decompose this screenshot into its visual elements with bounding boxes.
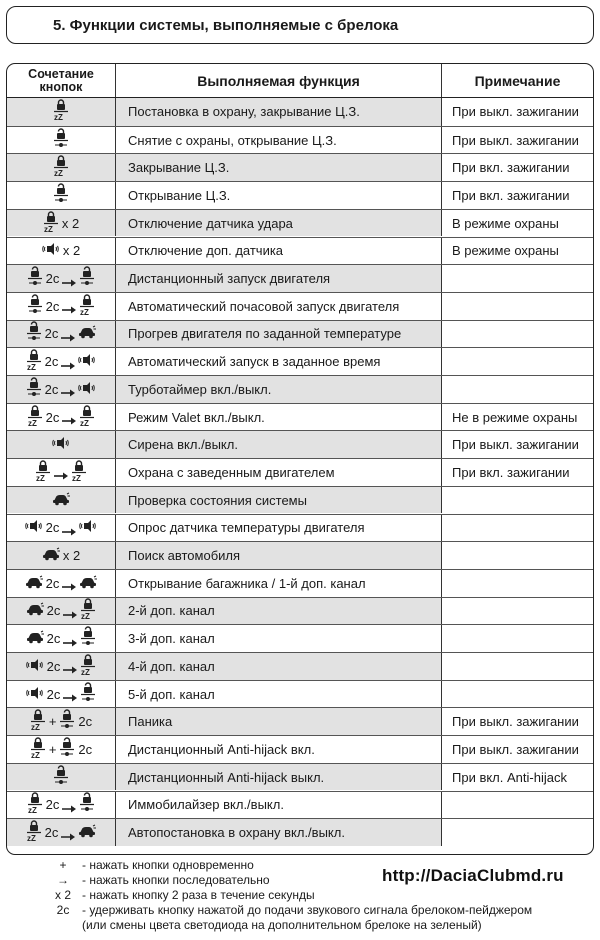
note-cell	[442, 293, 593, 320]
legend-symbol: +	[59, 858, 67, 872]
arrow-icon	[63, 690, 77, 698]
unlock-icon	[79, 266, 95, 291]
combo-cell	[7, 182, 116, 209]
table-row	[7, 541, 593, 569]
function-cell: Отключение датчика удара	[116, 210, 442, 237]
function-cell: Постановка в охрану, закрывание Ц.З.	[116, 98, 442, 126]
combo-text: +	[48, 714, 57, 730]
combo-text: 2с	[45, 409, 60, 425]
combo-text: 2с	[45, 298, 60, 314]
combo-text: 2с	[45, 520, 60, 536]
siren-icon	[26, 686, 44, 703]
arrow-icon	[61, 385, 75, 393]
siren-icon	[79, 519, 97, 536]
note-cell: При выкл. зажигании	[452, 104, 579, 120]
table-row	[7, 680, 593, 708]
combo-cell	[7, 431, 116, 458]
unlock-icon	[53, 128, 69, 153]
lock-icon	[35, 460, 51, 485]
note-cell: При выкл. зажигании	[452, 714, 579, 730]
combo-text: x 2	[62, 243, 81, 259]
note-cell: При вкл. зажигании	[452, 160, 570, 176]
combo-cell	[7, 293, 116, 320]
unlock-icon	[59, 709, 75, 734]
arrow-icon	[63, 662, 77, 670]
unlock-icon	[26, 321, 42, 346]
table-row	[7, 126, 593, 154]
svg-text:zZ: zZ	[43, 224, 53, 233]
combo-cell	[7, 764, 116, 791]
header-note: Примечание	[474, 72, 561, 89]
svg-text:zZ: zZ	[30, 723, 40, 732]
function-cell: Опрос датчика температуры двигателя	[116, 515, 442, 542]
lock-icon	[79, 294, 95, 319]
lock-icon	[80, 654, 96, 679]
lock-icon	[79, 405, 95, 430]
lock-icon	[53, 99, 69, 124]
function-cell: Автопостановка в охрану вкл./выкл.	[116, 819, 442, 846]
combo-text: 2с	[44, 326, 59, 342]
svg-text:zZ: zZ	[26, 834, 36, 843]
function-cell: Автоматический запуск в заданное время	[116, 348, 442, 375]
svg-text:zZ: zZ	[81, 667, 91, 676]
function-cell: 4-й доп. канал	[116, 653, 442, 680]
combo-text: 2с	[78, 741, 93, 757]
svg-text:zZ: zZ	[54, 113, 63, 122]
arrow-icon	[62, 302, 76, 310]
combo-cell	[7, 376, 116, 403]
combo-cell	[7, 681, 116, 708]
arrow-icon	[62, 413, 76, 421]
arrow-icon	[54, 468, 68, 476]
svg-text:zZ: zZ	[26, 363, 36, 372]
lock-icon	[26, 349, 42, 374]
svg-text:zZ: zZ	[80, 307, 90, 316]
combo-text: x 2	[61, 215, 80, 231]
note-cell	[442, 598, 593, 625]
table-row	[7, 458, 593, 486]
combo-text: 2с	[78, 714, 93, 730]
svg-text:zZ: zZ	[54, 169, 63, 178]
function-cell: Дистанционный запуск двигателя	[116, 265, 442, 292]
function-cell: Турботаймер вкл./выкл.	[116, 376, 442, 403]
note-cell: При вкл. зажигании	[452, 187, 570, 203]
siren-icon	[78, 353, 96, 370]
note-cell	[442, 792, 593, 819]
lock-icon	[27, 792, 43, 817]
function-cell: Иммобилайзер вкл./выкл.	[116, 792, 442, 819]
note-cell	[442, 819, 593, 846]
unlock-icon	[26, 377, 42, 402]
combo-text: 2с	[44, 354, 59, 370]
function-cell: Отключение доп. датчика	[116, 238, 442, 265]
car-icon	[52, 492, 70, 509]
car-icon	[25, 575, 43, 592]
svg-text:zZ: zZ	[30, 750, 40, 759]
watermark-url: http://DaciaClubmd.ru	[382, 866, 564, 885]
function-cell: Охрана с заведенным двигателем	[116, 459, 442, 486]
table-row	[7, 264, 593, 292]
lock-icon	[80, 598, 96, 623]
function-cell: Режим Valet вкл./выкл.	[116, 404, 442, 431]
combo-cell	[7, 154, 116, 181]
note-cell: При выкл. зажигании	[452, 741, 579, 757]
unlock-icon	[53, 765, 69, 790]
svg-text:zZ: zZ	[81, 612, 91, 621]
note-cell: При вкл. Anti-hijack	[452, 769, 567, 785]
lock-icon	[30, 709, 46, 734]
unlock-icon	[53, 183, 69, 208]
combo-text: 2с	[45, 575, 60, 591]
svg-text:zZ: zZ	[27, 418, 37, 427]
function-cell: Поиск автомобиля	[116, 542, 442, 569]
note-cell	[442, 570, 593, 597]
legend-item	[44, 903, 532, 918]
legend-text: - нажать кнопки последовательно	[82, 873, 270, 887]
functions-table	[6, 63, 594, 855]
note-cell: При выкл. зажигании	[452, 132, 579, 148]
legend-symbol: 2с	[56, 903, 70, 917]
legend-symbol: x 2	[54, 888, 71, 902]
combo-cell	[7, 515, 116, 542]
lock-icon	[27, 405, 43, 430]
legend-text: - нажать кнопки одновременно	[82, 858, 254, 872]
note-cell	[442, 681, 593, 708]
function-cell: Автоматический почасовой запуск двигателя	[116, 293, 442, 320]
unlock-icon	[79, 792, 95, 817]
combo-cell	[7, 459, 116, 486]
siren-icon	[52, 436, 70, 453]
combo-cell	[7, 625, 116, 652]
legend-item	[44, 918, 532, 933]
note-cell: При выкл. зажигании	[452, 437, 579, 453]
combo-cell	[7, 348, 116, 375]
function-cell: 3-й доп. канал	[116, 625, 442, 652]
note-cell: В режиме охраны	[452, 215, 559, 231]
combo-cell	[7, 819, 116, 846]
combo-text: x 2	[62, 548, 81, 564]
legend-symbol	[44, 918, 82, 933]
combo-cell	[7, 598, 116, 625]
arrow-icon	[63, 607, 77, 615]
arrow-icon	[62, 275, 76, 283]
combo-text: 2с	[45, 797, 60, 813]
function-cell: 5-й доп. канал	[116, 681, 442, 708]
lock-icon	[53, 155, 69, 180]
table-row	[7, 430, 593, 458]
combo-cell	[7, 653, 116, 680]
combo-text: 2с	[46, 658, 61, 674]
combo-cell	[7, 265, 116, 292]
function-cell: Открывание багажника / 1-й доп. канал	[116, 570, 442, 597]
combo-cell	[7, 98, 116, 126]
combo-text: 2с	[46, 603, 61, 619]
legend-text: - удерживать кнопку нажатой до подачи звукового сигнала брелоком-пейджером	[82, 903, 533, 917]
combo-text: 2с	[44, 825, 59, 841]
function-cell: 2-й доп. канал	[116, 598, 442, 625]
header-combo: Сочетание кнопок	[7, 64, 116, 97]
note-cell	[442, 321, 593, 348]
arrow-icon	[62, 524, 76, 532]
table-row	[7, 320, 593, 348]
combo-text: 2с	[44, 381, 59, 397]
car-icon	[42, 547, 60, 564]
lock-icon	[71, 460, 87, 485]
table-row	[7, 624, 593, 652]
combo-cell	[7, 238, 116, 265]
unlock-icon	[27, 294, 43, 319]
combo-cell	[7, 570, 116, 597]
arrow-icon	[61, 358, 75, 366]
legend-text: (или смены цвета светодиода на дополнительном брелоке на зеленый)	[82, 918, 482, 932]
table-row	[7, 209, 593, 237]
table-row	[7, 735, 593, 763]
table-row	[7, 486, 593, 514]
car-icon	[79, 575, 97, 592]
table-row	[7, 791, 593, 819]
car-icon	[26, 602, 44, 619]
siren-icon	[42, 242, 60, 259]
note-cell	[442, 265, 593, 292]
table-row	[7, 514, 593, 542]
arrow-icon	[62, 801, 76, 809]
note-cell: При вкл. зажигании	[452, 464, 570, 480]
car-icon	[78, 325, 96, 342]
siren-icon	[26, 658, 44, 675]
combo-text: 2с	[46, 631, 61, 647]
table-row	[7, 237, 593, 265]
car-icon	[78, 824, 96, 841]
function-cell: Закрывание Ц.З.	[116, 154, 442, 181]
table-row	[7, 707, 593, 735]
unlock-icon	[27, 266, 43, 291]
table-row	[7, 597, 593, 625]
note-cell	[442, 542, 593, 569]
combo-cell	[7, 404, 116, 431]
svg-text:zZ: zZ	[36, 473, 45, 482]
note-cell: Не в режиме охраны	[452, 409, 578, 425]
function-cell: Дистанционный Anti-hijack выкл.	[116, 764, 442, 791]
table-header	[7, 64, 593, 98]
table-row	[7, 292, 593, 320]
svg-text:zZ: zZ	[80, 418, 90, 427]
arrow-icon	[62, 579, 76, 587]
combo-cell	[7, 210, 116, 237]
combo-text: 2с	[45, 271, 60, 287]
table-row	[7, 181, 593, 209]
function-cell: Дистанционный Anti-hijack вкл.	[116, 736, 442, 763]
unlock-icon	[59, 737, 75, 762]
combo-cell	[7, 487, 116, 514]
legend-item	[44, 888, 532, 903]
note-cell	[442, 653, 593, 680]
function-cell: Проверка состояния системы	[116, 487, 442, 514]
legend-symbol: →	[57, 873, 69, 887]
section-title: 5. Функции системы, выполняемые с брелока	[6, 6, 594, 44]
table-row	[7, 375, 593, 403]
function-cell: Снятие с охраны, открывание Ц.З.	[116, 127, 442, 154]
table-row	[7, 569, 593, 597]
table-row	[7, 403, 593, 431]
combo-cell	[7, 792, 116, 819]
table-row	[7, 818, 593, 846]
lock-icon	[30, 737, 46, 762]
note-cell	[442, 376, 593, 403]
arrow-icon	[63, 635, 77, 643]
header-function: Выполняемая функция	[116, 64, 442, 97]
siren-icon	[25, 519, 43, 536]
combo-cell	[7, 708, 116, 735]
combo-cell	[7, 736, 116, 763]
combo-text: 2с	[46, 686, 61, 702]
svg-text:zZ: zZ	[27, 806, 37, 815]
note-cell	[442, 348, 593, 375]
arrow-icon	[61, 829, 75, 837]
unlock-icon	[80, 626, 96, 651]
combo-cell	[7, 127, 116, 154]
function-cell: Сирена вкл./выкл.	[116, 431, 442, 458]
function-cell: Прогрев двигателя по заданной температуре	[116, 321, 442, 348]
table-row	[7, 763, 593, 791]
note-cell	[442, 515, 593, 542]
svg-text:zZ: zZ	[72, 473, 81, 482]
function-cell: Открывание Ц.З.	[116, 182, 442, 209]
note-cell	[442, 625, 593, 652]
lock-icon	[26, 820, 42, 845]
lock-icon	[43, 211, 59, 236]
combo-cell	[7, 542, 116, 569]
combo-cell	[7, 321, 116, 348]
table-row	[7, 652, 593, 680]
function-cell: Паника	[116, 708, 442, 735]
arrow-icon	[61, 330, 75, 338]
siren-icon	[78, 381, 96, 398]
unlock-icon	[80, 682, 96, 707]
car-icon	[26, 630, 44, 647]
note-cell	[442, 487, 593, 514]
table-row	[7, 98, 593, 126]
combo-text: +	[48, 741, 57, 757]
table-row	[7, 153, 593, 181]
note-cell: В режиме охраны	[452, 243, 559, 259]
table-row	[7, 347, 593, 375]
legend-text: - нажать кнопку 2 раза в течение секунды	[82, 888, 315, 902]
